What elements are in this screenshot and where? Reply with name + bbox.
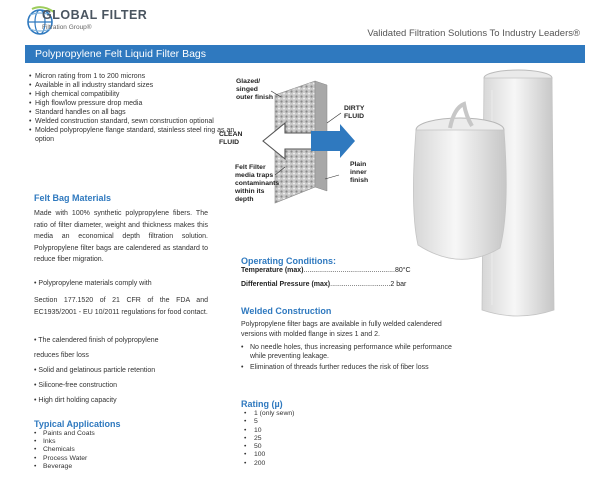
welded-item: • Elimination of threads further reduces the risk of fiber loss bbox=[241, 363, 456, 372]
rating-item: • 5 bbox=[244, 418, 294, 426]
application-item: • Inks bbox=[34, 438, 95, 446]
dirty-pointer bbox=[327, 113, 341, 123]
feature-item: • Micron rating from 1 to 200 microns bbox=[29, 72, 239, 81]
temperature-label: Temperature bbox=[241, 267, 283, 274]
temperature-value: 80°C bbox=[394, 267, 411, 274]
rating-item: • 1 (only sewn) bbox=[244, 410, 294, 418]
application-item: • Beverage bbox=[34, 463, 95, 471]
rating-item: • 25 bbox=[244, 435, 294, 443]
glazed-finish-label: Glazed/ singed outer finish bbox=[236, 78, 274, 101]
application-item: • Process Water bbox=[34, 455, 95, 463]
clean-fluid-label: CLEAN FLUID bbox=[219, 131, 243, 146]
feature-item: • Molded polypropylene flange standard, stainless steel ring as an option bbox=[29, 126, 239, 144]
brand-subtitle: Filtration Group® bbox=[42, 24, 92, 31]
feature-item: • Available in all industry standard sizes bbox=[29, 81, 239, 90]
pressure-leader: ............................... bbox=[330, 281, 391, 288]
feature-item: • High flow/low pressure drop media bbox=[29, 99, 239, 108]
applications-heading: Typical Applications bbox=[34, 419, 121, 429]
temperature-unit: (max) bbox=[284, 267, 304, 274]
pressure-value: 2 bar bbox=[390, 281, 407, 288]
welded-list bbox=[241, 343, 456, 374]
welded-item: • No needle holes, thus increasing performance while performance while preventing leakage. bbox=[241, 343, 456, 361]
welded-intro: Polypropylene filter bags are available in fully welded calendered versions with molded flange in sizes 1 and 2. bbox=[241, 321, 442, 338]
felt-intro: Made with 100% synthetic polypropylene fibers. The ratio of filter diameter, weight and thickness makes this media an economical depth filtration solution. Polypropylene filter bags are calendered as standard to reduce fiber migration. bbox=[34, 210, 208, 263]
pressure-label: Differential Pressure bbox=[241, 281, 310, 288]
filter-bag-image bbox=[400, 60, 585, 330]
dirty-fluid-label: DIRTY FLUID bbox=[344, 105, 365, 120]
temperature-row bbox=[241, 267, 419, 274]
calendered-line-2: reduces fiber loss bbox=[34, 352, 89, 359]
rating-item: • 100 bbox=[244, 451, 294, 459]
feature-list bbox=[29, 72, 239, 144]
rating-item: • 50 bbox=[244, 443, 294, 451]
pressure-unit: (max) bbox=[311, 281, 331, 288]
temperature-leader: ............................................... bbox=[303, 267, 395, 274]
feature-item: • Standard handles on all bags bbox=[29, 108, 239, 117]
tagline: Validated Filtration Solutions To Industry Leaders® bbox=[367, 28, 580, 39]
feature-item: • Welded construction standard, sewn construction optional bbox=[29, 117, 239, 126]
fda-line-2: Section 177.1520 of 21 CFR of the FDA and EC1935/2001 - EU 10/2011 regulations for food contact. bbox=[34, 297, 208, 316]
silicone-free-item: • Silicone-free construction bbox=[34, 382, 117, 389]
rating-item: • 200 bbox=[244, 460, 294, 468]
application-item: • Chemicals bbox=[34, 446, 95, 454]
plain-finish-label: Plain inner finish bbox=[350, 161, 369, 184]
solid-retention-item: • Solid and gelatinous particle retention bbox=[34, 367, 156, 374]
felt-heading: Felt Bag Materials bbox=[34, 193, 112, 203]
fda-line-1: • Polypropylene materials comply with bbox=[34, 280, 152, 287]
operating-heading: Operating Conditions: bbox=[241, 256, 336, 266]
rating-list bbox=[244, 410, 294, 468]
dirt-capacity-item: • High dirt holding capacity bbox=[34, 397, 117, 404]
feature-item: • High chemical compatibility bbox=[29, 90, 239, 99]
brand-name: GLOBAL FILTER bbox=[42, 8, 148, 22]
rating-heading: Rating (µ) bbox=[241, 399, 283, 409]
felt-filter-label: Felt Filter media traps contaminants within its depth bbox=[235, 164, 280, 203]
rating-item: • 10 bbox=[244, 427, 294, 435]
applications-list bbox=[34, 430, 95, 471]
welded-heading: Welded Construction bbox=[241, 306, 332, 316]
calendered-line-1: • The calendered finish of polypropylene bbox=[34, 337, 159, 344]
short-bag-body bbox=[413, 130, 506, 259]
application-item: • Paints and Coats bbox=[34, 430, 95, 438]
pressure-row bbox=[241, 281, 419, 288]
page-title: Polypropylene Felt Liquid Filter Bags bbox=[35, 48, 207, 60]
